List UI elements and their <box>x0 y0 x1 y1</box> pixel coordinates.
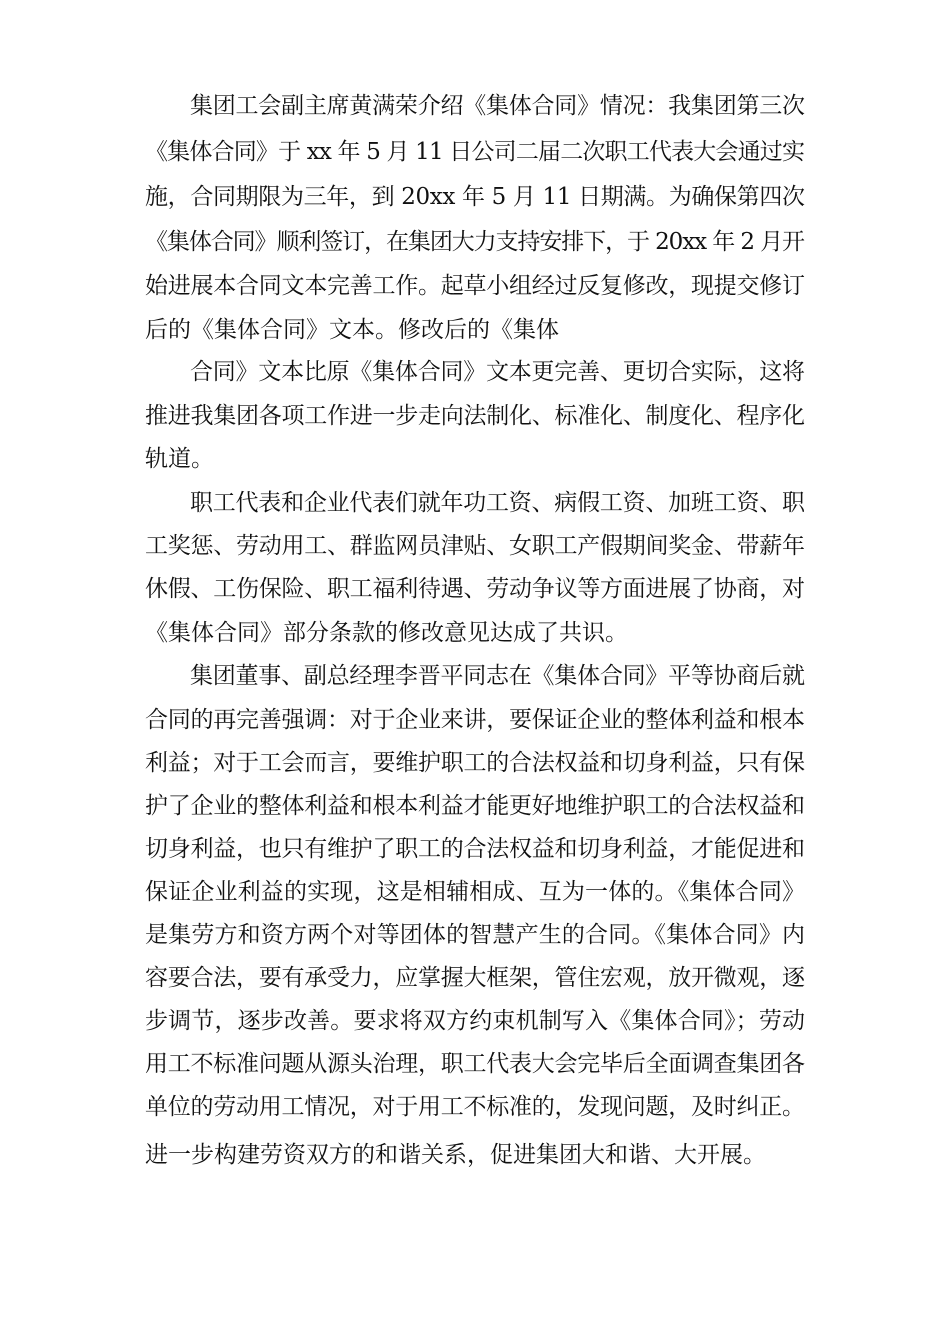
paragraph-4-line-11: 单位的劳动用工情况，对于用工不标准的，发现问题，及时纠正。 <box>145 1094 805 1120</box>
paragraph-3-line-1: 职工代表和企业代表们就年功工资、病假工资、加班工资、职 <box>190 490 805 516</box>
paragraph-4-line-10: 用工不标准问题从源头治理，职工代表大会完毕后全面调查集团各 <box>145 1051 805 1077</box>
paragraph-1-line-5: 始进展本合同文本完善工作。起草小组经过反复修改，现提交修订 <box>145 273 805 299</box>
paragraph-3-line-4: 《集体合同》部分条款的修改意见达成了共识。 <box>145 620 628 646</box>
paragraph-3-line-3: 休假、工伤保险、职工福利待遇、劳动争议等方面进展了协商，对 <box>145 576 805 602</box>
paragraph-5-line-1: 进一步构建劳资双方的和谐关系，促进集团大和谐、大开展。 <box>145 1142 766 1168</box>
paragraph-1-line-4: 《集体合同》顺利签订，在集团大力支持安排下，于 20xx 年 2 月开 <box>145 229 804 255</box>
paragraph-4-line-2: 合同的再完善强调：对于企业来讲，要保证企业的整体利益和根本 <box>145 707 805 733</box>
paragraph-4-line-9: 步调节，逐步改善。要求将双方约束机制写入《集体合同》；劳动 <box>145 1008 806 1034</box>
paragraph-4-line-5: 切身利益，也只有维护了职工的合法权益和切身利益，才能促进和 <box>145 836 805 862</box>
paragraph-1-line-3: 施，合同期限为三年，到 20xx 年 5 月 11 日期满。为确保第四次 <box>145 184 805 210</box>
paragraph-4-line-6: 保证企业利益的实现，这是相辅相成、互为一体的。《集体合同》 <box>145 879 806 905</box>
paragraph-1-line-2: 《集体合同》于 xx 年 5 月 11 日公司二届二次职工代表大会通过实 <box>145 139 805 165</box>
paragraph-3-line-2: 工奖惩、劳动用工、群监网员津贴、女职工产假期间奖金、带薪年 <box>145 533 805 559</box>
paragraph-4-line-8: 容要合法，要有承受力，应掌握大框架，管住宏观，放开微观，逐 <box>145 965 805 991</box>
paragraph-4-line-1: 集团董事、副总经理李晋平同志在《集体合同》平等协商后就 <box>190 663 805 689</box>
paragraph-1-line-1: 集团工会副主席黄满荣介绍《集体合同》情况：我集团第三次 <box>190 93 805 119</box>
paragraph-2-line-1: 合同》文本比原《集体合同》文本更完善、更切合实际，这将 <box>190 359 805 385</box>
paragraph-4-line-7: 是集劳方和资方两个对等团体的智慧产生的合同。《集体合同》内 <box>145 922 806 948</box>
paragraph-4-line-4: 护了企业的整体利益和根本利益才能更好地维护职工的合法权益和 <box>145 793 805 819</box>
paragraph-4-line-3: 利益；对于工会而言，要维护职工的合法权益和切身利益，只有保 <box>145 750 805 776</box>
paragraph-1-line-6: 后的《集体合同》文本。修改后的《集体 <box>145 317 559 343</box>
paragraph-2-line-2: 推进我集团各项工作进一步走向法制化、标准化、制度化、程序化 <box>145 403 805 429</box>
paragraph-2-line-3: 轨道。 <box>145 446 214 472</box>
